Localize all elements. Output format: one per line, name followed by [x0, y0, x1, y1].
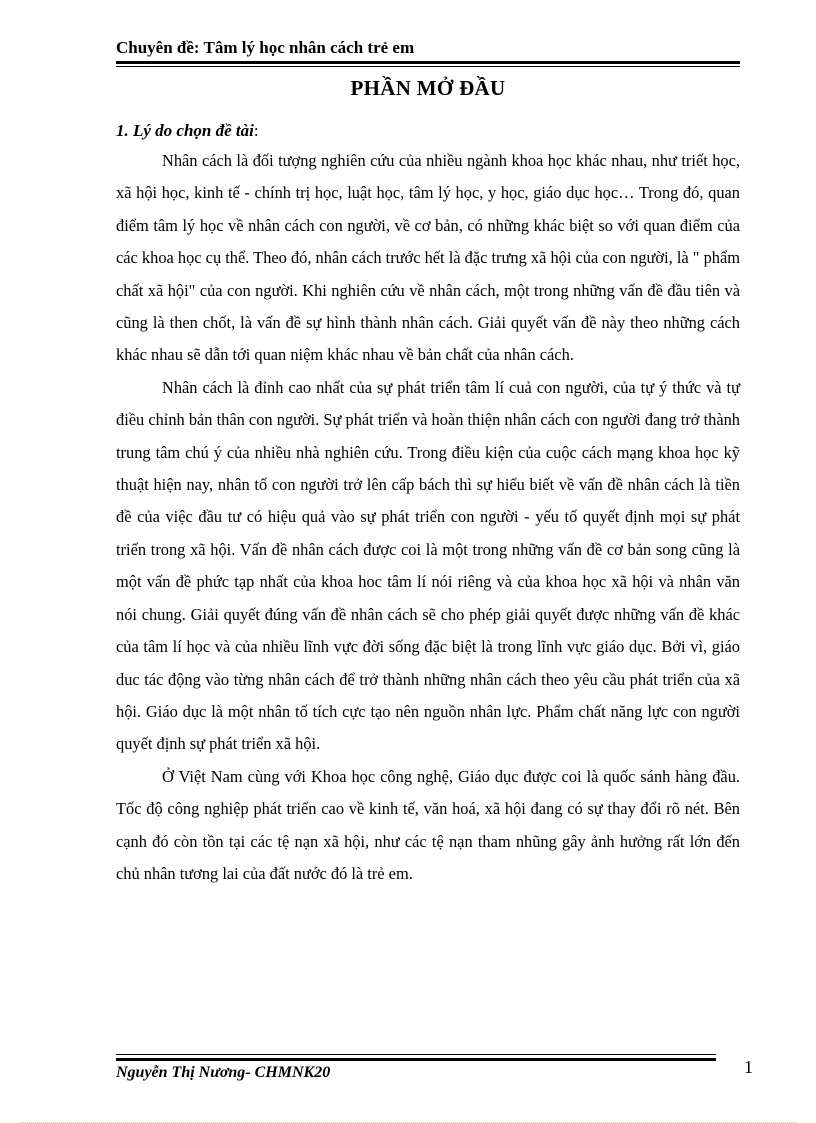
footer-author: Nguyễn Thị Nương- CHMNK20	[116, 1064, 331, 1081]
paragraph: Ở Việt Nam cùng với Khoa học công nghệ, Giáo dục được coi là quốc sánh hàng đầu. Tốc độ công nghiệp phát triển cao về kinh tế, văn hoá, xã hội đang có sự thay đổi rõ nét. Bên cạnh đó còn tồn tại các tệ nạn xã hội, như các tệ nạn tham nhũng gây ảnh hưởng rất lớn đến chủ nhân tương lai của đất nước đó là trẻ em.	[116, 766, 740, 883]
section-heading-text: 1. Lý do chọn đề tài	[116, 121, 254, 140]
header-title: Chuyên đề: Tâm lý học nhân cách trẻ em	[116, 38, 415, 57]
header-rule-thick	[116, 61, 740, 64]
footer-rule-thin	[116, 1054, 716, 1055]
document-title: PHẦN MỞ ĐẦU	[350, 76, 506, 100]
page-header	[116, 37, 740, 59]
paragraph: Nhân cách là đối tượng nghiên cứu của nhiều ngành khoa học khác nhau, như triết học, xã hội học, kinh tế - chính trị học, luật học, tâm lý học, y học, giáo dục học… Trong đó, quan điểm tâm lý học về nhân cách con người, về cơ bản, có những khác biệt so với quan điểm của các khoa học cụ thể. Theo đó, nhân cách trước hết là đặc trưng xã hội của con người, là " phẩm chất xã hội" của con người. Khi nghiên cứu về nhân cách, một trong những vấn đề đầu tiên và cũng là then chốt, là vấn đề sự hình thành nhân cách. Giải quyết vấn đề này theo những cách khác nhau sẽ dẫn tới quan niệm khác nhau về bản chất của nhân cách.	[116, 151, 740, 365]
section-heading-colon: :	[253, 121, 259, 140]
page-number: 1	[744, 1057, 753, 1077]
footer-rule-thick	[116, 1058, 716, 1061]
paragraph: Nhân cách là đỉnh cao nhất của sự phát triển tâm lí cuả con người, của tự ý thức và tự điều chỉnh bản thân con người. Sự phát triển và hoàn thiện nhân cách con người đang trở thành trung tâm chú ý của nhiều nhà nghiên cứu. Trong điều kiện của cuộc cách mạng khoa học kỹ thuật hiện nay, nhân tố con người trở lên cấp bách thì sự hiểu biết về vấn đề nhân cách là tiền đề của việc đầu tư có hiệu quả vào sự phát triển con người - yếu tố quyết định mọi sự phát triển trong xã hội. Vấn đề nhân cách được coi là một trong những vấn đề cơ bản song cũng là một vấn đề phức tạp nhất của khoa hoc tâm lí nói riêng và của khoa học xã hội và nhân văn nói chung. Giải quyết đúng vấn đề nhân cách sẽ cho phép giải quyết được những vấn đề khác của tâm lí học và của nhiều lĩnh vực đời sống đặc biệt là trong lĩnh vực giáo dục. Bởi vì, giáo duc tác động vào từng nhân cách để trở thành những nhân cách theo yêu cầu phát triển của xã hội. Giáo dục là một nhân tố tích cực tạo nên nguồn nhân lực. Phẩm chất năng lực con người quyết định sự phát triển xã hội.	[116, 377, 740, 754]
document-body	[116, 74, 740, 890]
header-rule-thin	[116, 66, 740, 67]
section-heading	[116, 120, 740, 142]
